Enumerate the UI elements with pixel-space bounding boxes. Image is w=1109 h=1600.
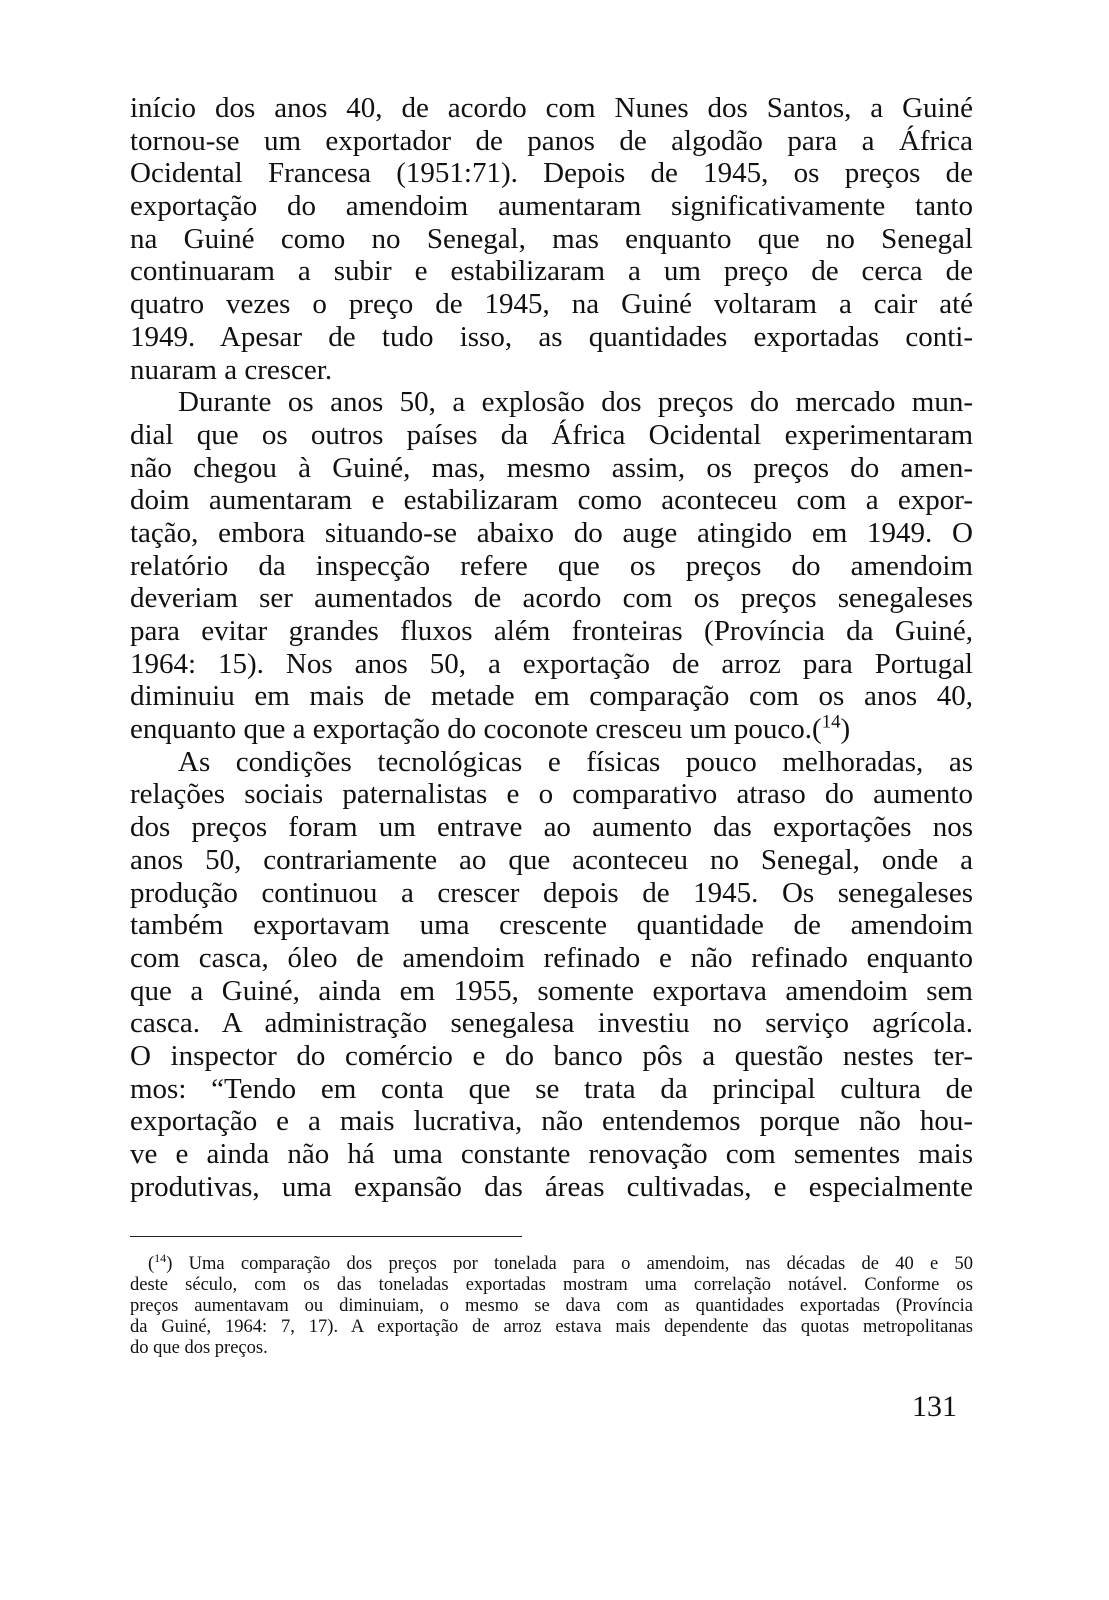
text-line-content: também exportavam uma crescente quantidade de amendoim [130,909,973,942]
text-line [130,223,973,256]
text-line-content: mos: “Tendo em conta que se trata da principal cultura de [130,1072,973,1105]
footnote-line-content: do que dos preços. [130,1338,268,1358]
text-line-content: com casca, óleo de amendoim refinado e não refinado enquanto [130,941,973,974]
footnote-marker-number: 14 [154,1250,167,1265]
text-line-content: relatório da inspecção refere que os preços do amendoim [130,549,973,582]
text-line [130,975,973,1008]
text-line [130,1138,973,1171]
text-line-content: início dos anos 40, de acordo com Nunes dos Santos, a Guiné [130,92,973,124]
footnote-divider [130,1236,522,1237]
text-line-content: doim aumentaram e estabilizaram como aconteceu com a expor- [130,484,973,517]
text-line [130,157,973,190]
text-line [130,778,973,811]
footnote [130,1250,973,1359]
text-line-content: relações sociais paternalistas e o comparativo atraso do aumento [130,778,973,811]
text-line [130,615,973,648]
text-line [130,746,973,779]
text-line-content: dial que os outros países da África Ocidental experimentaram [130,418,973,451]
text-line-content: Ocidental Francesa (1951:71). Depois de 1945, os preços de [130,157,973,190]
text-line [130,255,973,288]
text-line-content: enquanto que a exportação do coconote cresceu um pouco. [130,713,813,746]
text-line [130,844,973,877]
text-line-content: dos preços foram um entrave ao aumento das exportações nos [130,811,973,844]
footnote-line [130,1275,973,1296]
text-line-content: na Guiné como no Senegal, mas enquanto que no Senegal [130,222,973,255]
text-line [130,648,973,681]
text-line [130,386,973,419]
footnote-line-content: preços aumentavam ou diminuiam, o mesmo se dava com as quantidades exportadas (Província [130,1296,973,1316]
text-line [130,92,973,125]
footnote-line [130,1296,973,1317]
text-line [130,288,973,321]
text-line-content: para evitar grandes fluxos além fronteiras (Província da Guiné, [130,615,973,647]
text-line [130,713,973,746]
text-line-content: As condições tecnológicas e físicas pouco melhoradas, as [178,745,973,778]
footnote-line-content: da Guiné, 1964: 7, 17). A exportação de arroz estava mais dependente das quotas metropolitanas [130,1317,973,1337]
footnote-line-content: deste século, com os das toneladas exportadas mostram uma correlação notável. Conforme os [130,1275,973,1295]
text-line-content: produtivas, uma expansão das áreas cultivadas, e especialmente [130,1170,973,1203]
text-line [130,1040,973,1073]
text-line [130,125,973,158]
footnote-line-content: Uma comparação dos preços por tonelada para o amendoim, nas décadas de 40 e 50 [188,1254,973,1274]
text-line [130,1171,973,1204]
footnote-line [130,1317,973,1338]
text-line-content: 1949. Apesar de tudo isso, as quantidades exportadas conti- [130,320,973,353]
text-line [130,452,973,485]
text-line [130,321,973,354]
text-line [130,909,973,942]
text-line-content: tação, embora situando-se abaixo do auge atingido em 1949. O [130,516,973,549]
text-line [130,1105,973,1138]
text-line-content: exportação do amendoim aumentaram significativamente tanto [130,190,973,223]
page-number: 131 [912,1390,957,1423]
text-line [130,877,973,910]
text-line [130,582,973,615]
text-line-content: produção continuou a crescer depois de 1945. Os senegaleses [130,876,973,909]
text-line [130,1073,973,1106]
text-line-content: nuaram a crescer. [130,353,333,386]
text-line [130,190,973,223]
footnote-line [130,1250,973,1275]
text-line [130,1007,973,1040]
text-line-content: ve e ainda não há uma constante renovação com sementes mais [130,1138,973,1170]
text-line-content: exportação e a mais lucrativa, não entendemos porque não hou- [130,1105,973,1138]
text-line [130,484,973,517]
text-line-content: deveriam ser aumentados de acordo com os preços senegaleses [130,582,973,615]
text-line [130,680,973,713]
text-line [130,354,973,387]
text-line [130,419,973,452]
text-line [130,942,973,975]
text-line-content: continuaram a subir e estabilizaram a um preço de cerca de [130,255,973,288]
text-line-content: que a Guiné, ainda em 1955, somente exportava amendoim sem [130,974,973,1007]
footnote-number: 14 [821,711,841,733]
text-line [130,811,973,844]
text-line-content: diminuiu em mais de metade em comparação com os anos 40, [130,680,973,713]
text-line-content: quatro vezes o preço de 1945, na Guiné voltaram a cair até [130,288,973,321]
text-line-content: O inspector do comércio e do banco pôs a questão nestes ter- [130,1039,973,1072]
text-line [130,550,973,583]
footnote-reference[interactable]: ($^{14}$) [812,711,851,746]
body-text [130,92,973,1203]
footnote-marker: ($^{14}$) [148,1250,189,1274]
text-line-content: anos 50, contrariamente ao que aconteceu no Senegal, onde a [130,843,973,876]
text-line-content: 1964: 15). Nos anos 50, a exportação de arroz para Portugal [130,647,973,680]
text-line-content: não chegou à Guiné, mas, mesmo assim, os preços do amen- [130,451,973,484]
text-line-content: Durante os anos 50, a explosão dos preços do mercado mun- [178,386,973,419]
text-line [130,517,973,550]
footnote-line [130,1338,973,1359]
text-line-content: casca. A administração senegalesa investiu no serviço agrícola. [130,1007,973,1040]
text-line-content: tornou-se um exportador de panos de algodão para a África [130,124,973,157]
